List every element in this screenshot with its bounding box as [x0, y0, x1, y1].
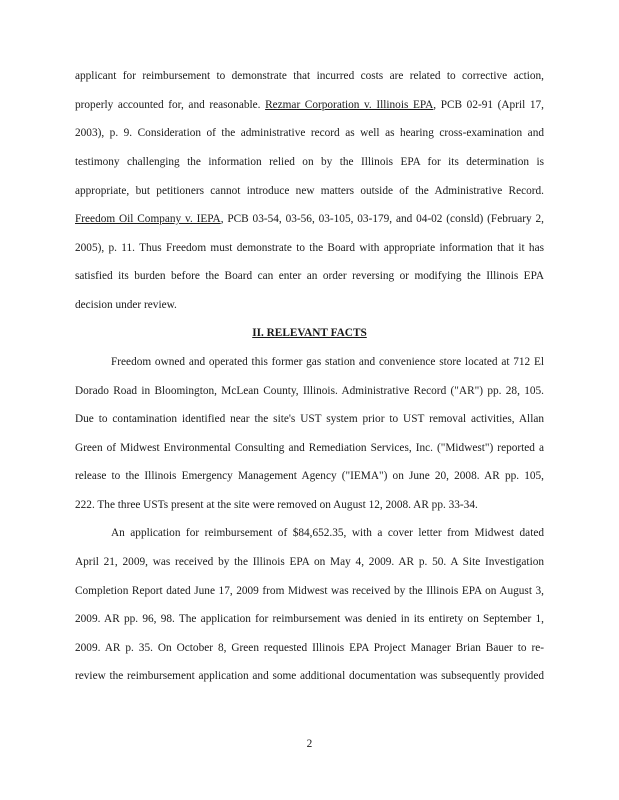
- para3-line3: Completion Report dated June 17, 2009 from Midwest was received by the Illinois EPA on August 3,: [75, 585, 544, 597]
- case-citation-rezmar: Rezmar Corporation v. Illinois EPA: [265, 99, 434, 111]
- para2-line6: 222. The three USTs present at the site were removed on August 12, 2008. AR pp. 33-34.: [75, 499, 478, 511]
- para1-line3: 2003), p. 9. Consideration of the administrative record as well as hearing cross-examination and: [75, 127, 544, 139]
- para1-line8: satisfied its burden before the Board can enter an order reversing or modifying the Illinois EPA: [75, 270, 544, 282]
- para3-line4: 2009. AR pp. 96, 98. The application for reimbursement was denied in its entirety on September 1,: [75, 613, 544, 625]
- para3-line2: April 21, 2009, was received by the Illinois EPA on May 4, 2009. AR p. 50. A Site Investigation: [75, 556, 544, 568]
- para1-line9: decision under review.: [75, 299, 177, 311]
- para3-line5: 2009. AR p. 35. On October 8, Green requested Illinois EPA Project Manager Brian Bauer to re-: [75, 642, 544, 654]
- para1-line2-cite: , PCB 02-91 (April 17,: [433, 99, 544, 111]
- para3-line6: review the reimbursement application and some additional documentation was subsequently provided: [75, 670, 544, 682]
- case-citation-freedom-oil: Freedom Oil Company v. IEPA: [75, 213, 221, 225]
- para1-line5: appropriate, but petitioners cannot introduce new matters outside of the Administrative Record.: [75, 185, 544, 197]
- para2-line2: Dorado Road in Bloomington, McLean County, Illinois. Administrative Record ("AR") pp. 28, 105.: [75, 385, 544, 397]
- para3-line1: An application for reimbursement of $84,652.35, with a cover letter from Midwest dated: [111, 527, 544, 539]
- para1-line7: 2005), p. 11. Thus Freedom must demonstrate to the Board with appropriate information that it has: [75, 242, 544, 254]
- para2-line1: Freedom owned and operated this former gas station and convenience store located at 712 El: [111, 356, 544, 368]
- para2-line3: Due to contamination identified near the site's UST system prior to UST removal activities, Allan: [75, 413, 544, 425]
- para1-line2-text: properly accounted for, and reasonable.: [75, 99, 266, 111]
- para1-line6: [75, 212, 544, 226]
- page-number: 2: [306, 738, 313, 750]
- section-heading: II. RELEVANT FACTS: [252, 327, 367, 339]
- para1-line2: [75, 98, 544, 112]
- para1-line1: applicant for reimbursement to demonstrate that incurred costs are related to corrective action,: [75, 70, 544, 82]
- para2-line4: Green of Midwest Environmental Consulting and Remediation Services, Inc. ("Midwest") reported a: [75, 442, 544, 454]
- para1-line6-cite: , PCB 03-54, 03-56, 03-105, 03-179, and 04-02 (consld) (February 2,: [220, 213, 544, 225]
- para1-line4: testimony challenging the information relied on by the Illinois EPA for its determination is: [75, 156, 544, 168]
- para2-line5: release to the Illinois Emergency Management Agency ("IEMA") on June 20, 2008. AR pp. 105,: [75, 470, 544, 482]
